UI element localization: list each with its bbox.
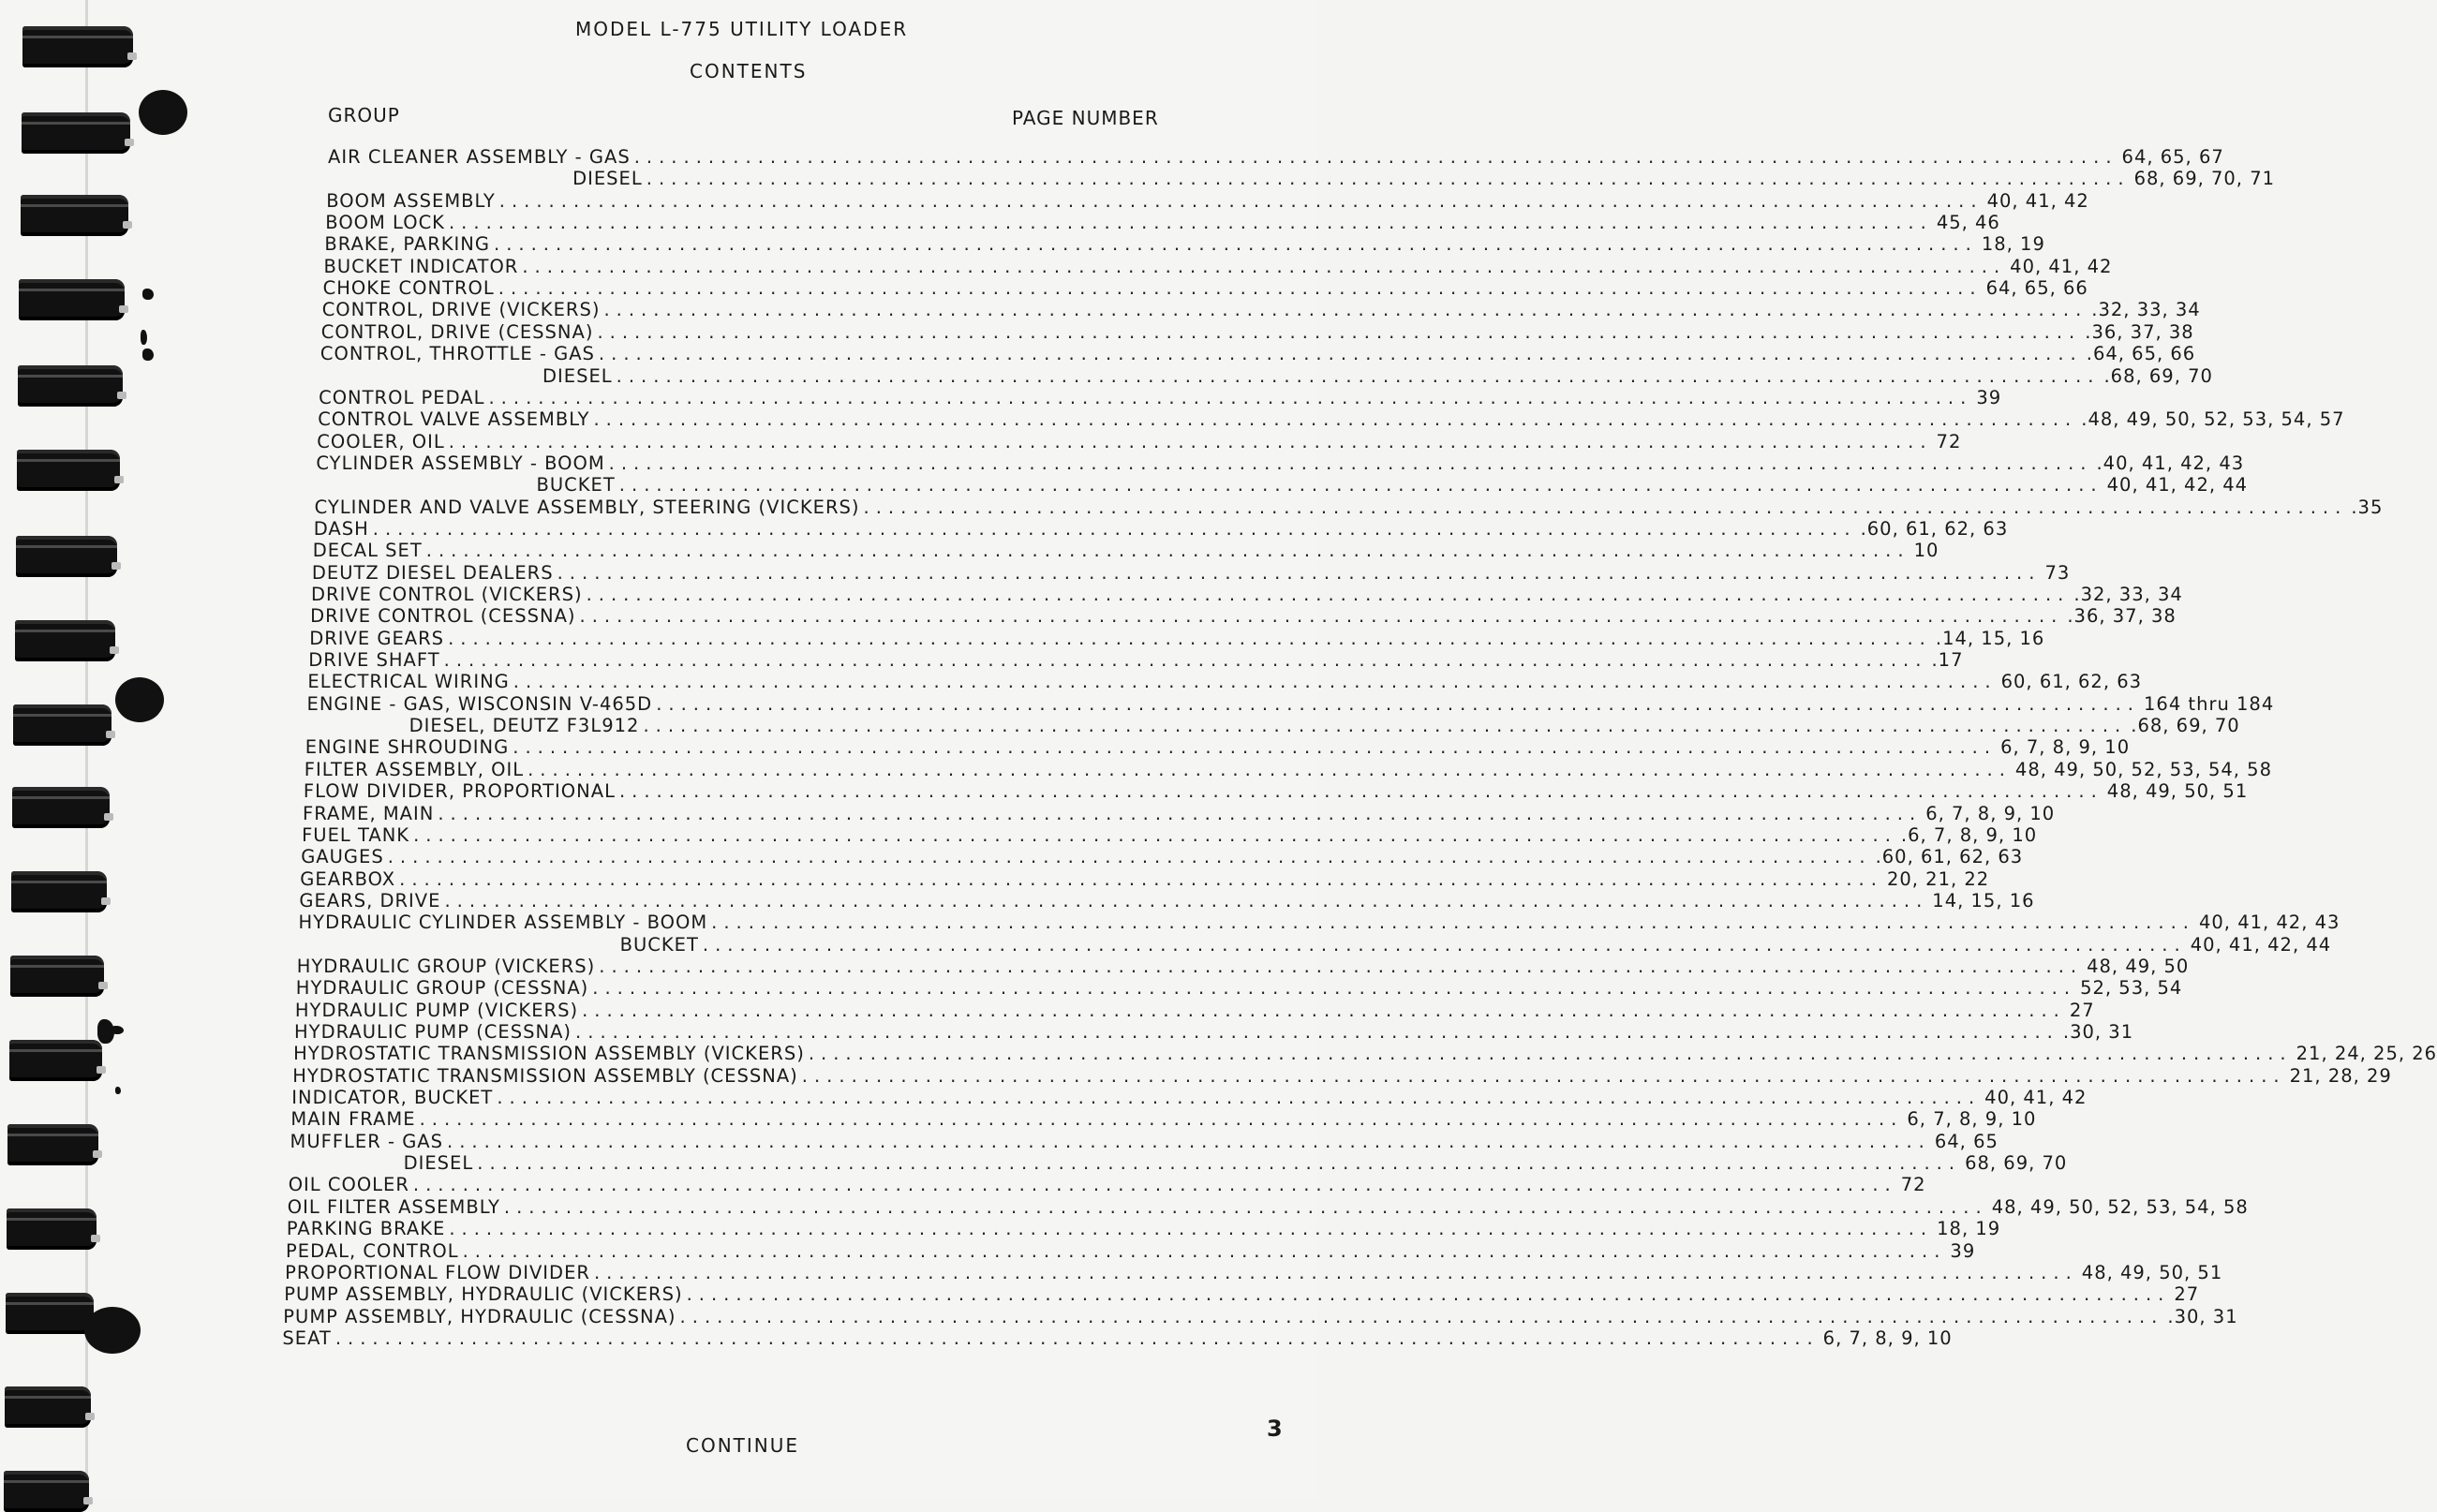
contents-entry (310, 605, 2177, 628)
dot-leader: ........................................................................................................................ (686, 1283, 2171, 1306)
contents-entry (317, 430, 1962, 453)
dot-leader: ........................................................................................................................ (448, 212, 1933, 234)
dot-leader: ........................................................................................................................ (477, 1152, 1962, 1175)
entry-label: HYDROSTATIC TRANSMISSION ASSEMBLY (CESSNA) (292, 1064, 798, 1087)
contents-entry (303, 780, 2249, 803)
continue-label: CONTINUE (686, 1434, 800, 1457)
dot-leader: ........................................................................................................................ (618, 780, 2103, 803)
dot-leader: ........................................................................................................................ (497, 1087, 1982, 1109)
contents-entry (287, 1195, 2249, 1219)
dot-leader: ........................................................................................................................ (448, 627, 1932, 649)
entry-label: ELECTRICAL WIRING (307, 671, 510, 693)
entry-page-numbers: .32, 33, 34 (2073, 584, 2183, 605)
entry-page-numbers: .30, 31 (2167, 1305, 2238, 1327)
entry-label: ENGINE - GAS, WISCONSIN V-465D (306, 692, 653, 715)
entry-label: DIESEL (403, 1152, 474, 1175)
entry-page-numbers: 40, 41, 42 (2010, 255, 2113, 277)
dot-leader: ........................................................................................................................ (498, 189, 1984, 212)
entry-label: GEARBOX (300, 867, 396, 890)
entry-page-numbers: 45, 46 (1936, 212, 2000, 234)
dot-leader: ........................................................................................................................ (448, 430, 1933, 452)
entry-label: HYDRAULIC CYLINDER ASSEMBLY - BOOM (298, 912, 708, 934)
contents-entry (286, 1239, 1976, 1263)
dot-leader: ........................................................................................................................ (592, 977, 2077, 1000)
dot-leader: ........................................................................................................................ (702, 933, 2187, 956)
entry-page-numbers: 64, 65, 66 (1985, 277, 2088, 300)
entry-page-numbers: .36, 37, 38 (2085, 320, 2194, 343)
entry-page-numbers: .30, 31 (2062, 1021, 2134, 1043)
entry-page-numbers: 14, 15, 16 (1932, 889, 2035, 912)
contents-entry (316, 452, 2245, 475)
entry-label: PROPORTIONAL FLOW DIVIDER (285, 1261, 590, 1283)
entry-page-numbers: .64, 65, 66 (2086, 343, 2196, 365)
entry-label: DEUTZ DIESEL DEALERS (311, 561, 554, 584)
contents-entry (298, 912, 2340, 934)
entry-label: CONTROL, THROTTLE - GAS (319, 343, 595, 365)
contents-entry (314, 496, 2384, 519)
contents-entry (312, 540, 1939, 562)
dot-leader: ........................................................................................................................ (646, 168, 2131, 190)
entry-page-numbers: 64, 65, 67 (2121, 146, 2224, 168)
entry-page-numbers: 52, 53, 54 (2080, 977, 2183, 1000)
entry-label: ENGINE SHROUDING (305, 736, 510, 759)
entry-page-numbers: .6, 7, 8, 9, 10 (1900, 823, 2038, 846)
entry-page-numbers: 64, 65 (1934, 1130, 1999, 1152)
entry-label: PARKING BRAKE (286, 1218, 446, 1240)
dot-leader: ........................................................................................................................ (372, 517, 1857, 540)
entry-page-numbers: 164 thru 184 (2144, 692, 2275, 715)
entry-label: DRIVE SHAFT (308, 649, 440, 672)
dot-leader: ........................................................................................................................ (633, 146, 2118, 168)
column-header-group: GROUP (328, 104, 400, 126)
contents-entry (619, 933, 2332, 956)
dot-leader: ........................................................................................................................ (579, 605, 2064, 628)
contents-entry (295, 977, 2183, 1000)
entry-page-numbers: 68, 69, 70, 71 (2133, 168, 2276, 190)
contents-heading: CONTENTS (690, 60, 808, 82)
entry-label: AIR CLEANER ASSEMBLY - GAS (328, 146, 631, 168)
dot-leader: ........................................................................................................................ (599, 955, 2084, 977)
entry-page-numbers: 18, 19 (1981, 233, 2045, 256)
dot-leader: ........................................................................................................................ (528, 758, 2012, 780)
dot-leader: ........................................................................................................................ (711, 912, 2195, 934)
dot-leader: ........................................................................................................................ (419, 1108, 1904, 1131)
contents-entry (290, 1130, 1999, 1153)
contents-entry (319, 343, 2196, 365)
entry-label: HYDRAULIC GROUP (CESSNA) (295, 977, 589, 1000)
dot-leader: ........................................................................................................................ (618, 474, 2103, 497)
entry-label: INDICATOR, BUCKET (291, 1087, 494, 1109)
contents-entry (283, 1305, 2238, 1328)
entry-page-numbers: 6, 7, 8, 9, 10 (2000, 736, 2131, 759)
contents-entry (326, 189, 2089, 213)
entry-page-numbers: 48, 49, 50 (2087, 955, 2190, 977)
contents-entry (300, 867, 1990, 891)
contents-entry (318, 408, 2345, 431)
entry-page-numbers: 48, 49, 50, 52, 53, 54, 58 (2014, 758, 2272, 780)
entry-label: COOLER, OIL (317, 430, 445, 452)
entry-page-numbers: 48, 49, 50, 52, 53, 54, 58 (1991, 1195, 2249, 1218)
entry-page-numbers: 40, 41, 42, 43 (2198, 912, 2340, 934)
contents-entry (293, 1043, 2437, 1065)
contents-entry (313, 517, 2009, 541)
contents-entry (282, 1327, 1953, 1350)
dot-leader: ........................................................................................................................ (863, 496, 2348, 518)
entry-page-numbers: .17 (1931, 649, 1964, 672)
entry-label: OIL FILTER ASSEMBLY (287, 1195, 500, 1218)
dot-leader: ........................................................................................................................ (593, 1261, 2078, 1283)
entry-label: BUCKET INDICATOR (323, 255, 519, 277)
entry-label: SEAT (282, 1327, 332, 1349)
contents-entry (311, 584, 2183, 606)
entry-label: MAIN FRAME (290, 1108, 416, 1131)
entry-label: DECAL SET (312, 540, 423, 562)
entry-page-numbers: .60, 61, 62, 63 (1875, 846, 2024, 868)
entry-page-numbers: 68, 69, 70 (1965, 1152, 2068, 1175)
dot-leader: ........................................................................................................................ (513, 671, 1998, 693)
entry-label: HYDRAULIC GROUP (VICKERS) (296, 955, 596, 977)
entry-page-numbers: 27 (2174, 1283, 2200, 1306)
entry-label: PEDAL, CONTROL (286, 1239, 459, 1262)
entry-label: DRIVE CONTROL (CESSNA) (310, 605, 576, 628)
contents-entry (292, 1064, 2392, 1088)
contents-entry (302, 823, 2038, 847)
entry-page-numbers: 21, 28, 29 (2289, 1064, 2392, 1087)
entry-page-numbers: 40, 41, 42 (1986, 189, 2089, 212)
entry-label: CONTROL, DRIVE (VICKERS) (321, 299, 601, 321)
contents-entry (325, 212, 2000, 234)
dot-leader: ........................................................................................................................ (808, 1043, 2293, 1065)
entry-label: BUCKET (619, 933, 699, 956)
entry-page-numbers: .68, 69, 70 (2103, 364, 2213, 387)
contents-entry (301, 846, 2024, 868)
contents-entry (324, 233, 2045, 256)
entry-label: FLOW DIVIDER, PROPORTIONAL (303, 780, 616, 803)
contents-entry (308, 649, 1964, 672)
contents-entry (323, 255, 2113, 278)
dot-leader: ........................................................................................................................ (603, 299, 2088, 321)
entry-label: CYLINDER AND VALVE ASSEMBLY, STEERING (VICKERS) (314, 496, 860, 518)
contents-entry (303, 802, 2056, 825)
document-title: MODEL L-775 UTILITY LOADER (575, 18, 909, 40)
dot-leader: ........................................................................................................................ (413, 823, 1897, 846)
dot-leader: ........................................................................................................................ (679, 1305, 2164, 1327)
entry-label: CONTROL PEDAL (319, 386, 485, 408)
entry-page-numbers: .32, 33, 34 (2091, 299, 2201, 321)
contents-entry (307, 671, 2143, 693)
contents-entry (403, 1152, 2068, 1175)
entry-page-numbers: 20, 21, 22 (1886, 867, 1990, 890)
dot-leader: ........................................................................................................................ (399, 867, 1883, 890)
contents-entry (285, 1261, 2223, 1284)
entry-page-numbers: 60, 61, 62, 63 (2000, 671, 2143, 693)
entry-label: DIESEL (572, 168, 643, 190)
entry-label: GAUGES (301, 846, 384, 868)
contents-entry (290, 1108, 2037, 1131)
entry-label: PUMP ASSEMBLY, HYDRAULIC (VICKERS) (284, 1283, 683, 1306)
dot-leader: ........................................................................................................................ (488, 386, 1973, 408)
dot-leader: ........................................................................................................................ (425, 540, 1910, 562)
dot-leader: ........................................................................................................................ (557, 561, 2042, 584)
dot-leader: ........................................................................................................................ (801, 1064, 2286, 1087)
contents-entry (305, 736, 2131, 759)
dot-leader: ........................................................................................................................ (582, 999, 2066, 1021)
dot-leader: ........................................................................................................................ (656, 692, 2141, 715)
entry-label: FILTER ASSEMBLY, OIL (304, 758, 525, 780)
dot-leader: ........................................................................................................................ (643, 715, 2128, 737)
contents-entry (309, 627, 2045, 650)
entry-label: CYLINDER ASSEMBLY - BOOM (316, 452, 605, 474)
entry-label: PUMP ASSEMBLY, HYDRAULIC (CESSNA) (283, 1305, 676, 1327)
dot-leader: ........................................................................................................................ (387, 846, 1872, 868)
dot-leader: ........................................................................................................................ (608, 452, 2093, 474)
entry-label: DRIVE GEARS (309, 627, 445, 649)
contents-entry (311, 561, 2071, 585)
contents-entry (294, 999, 2095, 1022)
entry-label: BUCKET (536, 474, 616, 497)
contents-entry (284, 1283, 2200, 1306)
entry-label: MUFFLER - GAS (290, 1130, 444, 1152)
entry-page-numbers: 48, 49, 50, 51 (2106, 780, 2249, 803)
entry-label: DRIVE CONTROL (VICKERS) (311, 584, 583, 605)
contents-entry (542, 364, 2213, 388)
dot-leader: ........................................................................................................................ (575, 1021, 2059, 1043)
entry-page-numbers: 72 (1900, 1174, 1926, 1196)
dot-leader: ........................................................................................................................ (498, 277, 1983, 300)
contents-entry (286, 1218, 2001, 1240)
contents-entry (321, 299, 2201, 321)
entry-page-numbers: 40, 41, 42 (1984, 1087, 2088, 1109)
entry-label: OIL COOLER (288, 1174, 409, 1196)
dot-leader: ........................................................................................................................ (334, 1327, 1820, 1349)
entry-label: HYDROSTATIC TRANSMISSION ASSEMBLY (VICKERS) (293, 1043, 805, 1065)
contents-entry (322, 277, 2088, 300)
entry-page-numbers: .36, 37, 38 (2067, 605, 2177, 628)
entry-page-numbers: 39 (1976, 386, 2002, 408)
contents-entry (536, 474, 2249, 497)
entry-page-numbers: 39 (1950, 1239, 1976, 1262)
contents-entry (328, 146, 2224, 169)
entry-page-numbers: 10 (1913, 540, 1939, 562)
dot-leader: ........................................................................................................................ (522, 255, 2007, 277)
entry-page-numbers: 21, 24, 25, 26 (2296, 1043, 2437, 1065)
entry-label: DASH (313, 517, 369, 540)
contents-entry (291, 1087, 2088, 1109)
dot-leader: ........................................................................................................................ (438, 802, 1923, 824)
entry-page-numbers: 18, 19 (1937, 1218, 2001, 1240)
entry-label: CONTROL VALVE ASSEMBLY (318, 408, 590, 431)
contents-entry (304, 758, 2272, 781)
entry-label: HYDRAULIC PUMP (VICKERS) (294, 999, 579, 1021)
entry-label: DIESEL (542, 364, 613, 387)
contents-entry (306, 692, 2275, 716)
dot-leader: ........................................................................................................................ (447, 1130, 1931, 1152)
dot-leader: ........................................................................................................................ (443, 649, 1928, 672)
entry-page-numbers: 72 (1936, 430, 1962, 452)
entry-page-numbers: 6, 7, 8, 9, 10 (1925, 802, 2056, 824)
entry-label: FUEL TANK (302, 823, 410, 846)
entry-label: DIESEL, DEUTZ F3L912 (409, 715, 640, 737)
entry-page-numbers: 6, 7, 8, 9, 10 (1907, 1108, 2037, 1131)
dot-leader: ........................................................................................................................ (494, 233, 1978, 256)
entry-page-numbers: .68, 69, 70 (2131, 715, 2240, 737)
dot-leader: ........................................................................................................................ (462, 1239, 1947, 1262)
dot-leader: ........................................................................................................................ (598, 343, 2083, 365)
dot-leader: ........................................................................................................................ (513, 736, 1998, 759)
entry-page-numbers: 27 (2069, 999, 2095, 1021)
dot-leader: ........................................................................................................................ (444, 889, 1929, 912)
dot-leader: ........................................................................................................................ (616, 364, 2101, 387)
contents-entry (320, 320, 2194, 344)
entry-page-numbers: .60, 61, 62, 63 (1860, 517, 2009, 540)
entry-label: HYDRAULIC PUMP (CESSNA) (294, 1021, 572, 1043)
dot-leader: ........................................................................................................................ (412, 1174, 1897, 1196)
contents-entry (319, 386, 2002, 409)
entry-page-numbers: 6, 7, 8, 9, 10 (1822, 1327, 1953, 1349)
contents-entry (409, 715, 2240, 737)
entry-page-numbers: 40, 41, 42, 44 (2106, 474, 2249, 497)
entry-page-numbers: 73 (2044, 561, 2071, 584)
entry-page-numbers: .48, 49, 50, 52, 53, 54, 57 (2081, 408, 2345, 431)
contents-entry (572, 168, 2276, 190)
entry-label: FRAME, MAIN (303, 802, 435, 824)
contents-entry (299, 889, 2035, 912)
entry-label: GEARS, DRIVE (299, 889, 441, 912)
entry-label: CHOKE CONTROL (322, 277, 495, 300)
dot-leader: ........................................................................................................................ (503, 1195, 1988, 1218)
entry-label: CONTROL, DRIVE (CESSNA) (320, 320, 594, 343)
entry-label: BRAKE, PARKING (324, 233, 491, 256)
contents-entry (288, 1174, 1926, 1196)
entry-label: BOOM LOCK (325, 212, 445, 234)
entry-page-numbers: .14, 15, 16 (1935, 627, 2045, 649)
dot-leader: ........................................................................................................................ (449, 1218, 1934, 1240)
entry-label: BOOM ASSEMBLY (326, 189, 496, 212)
contents-entry (294, 1021, 2134, 1044)
entry-page-numbers: 40, 41, 42, 44 (2190, 933, 2332, 956)
column-header-page-number: PAGE NUMBER (1012, 107, 1159, 129)
page-number: 3 (1267, 1416, 1283, 1442)
entry-page-numbers: .35 (2351, 496, 2384, 518)
contents-entry (296, 955, 2190, 978)
dot-leader: ........................................................................................................................ (586, 584, 2071, 605)
entry-page-numbers: .40, 41, 42, 43 (2096, 452, 2245, 474)
dot-leader: ........................................................................................................................ (593, 408, 2078, 431)
entry-page-numbers: 48, 49, 50, 51 (2081, 1261, 2223, 1283)
dot-leader: ........................................................................................................................ (597, 320, 2082, 343)
